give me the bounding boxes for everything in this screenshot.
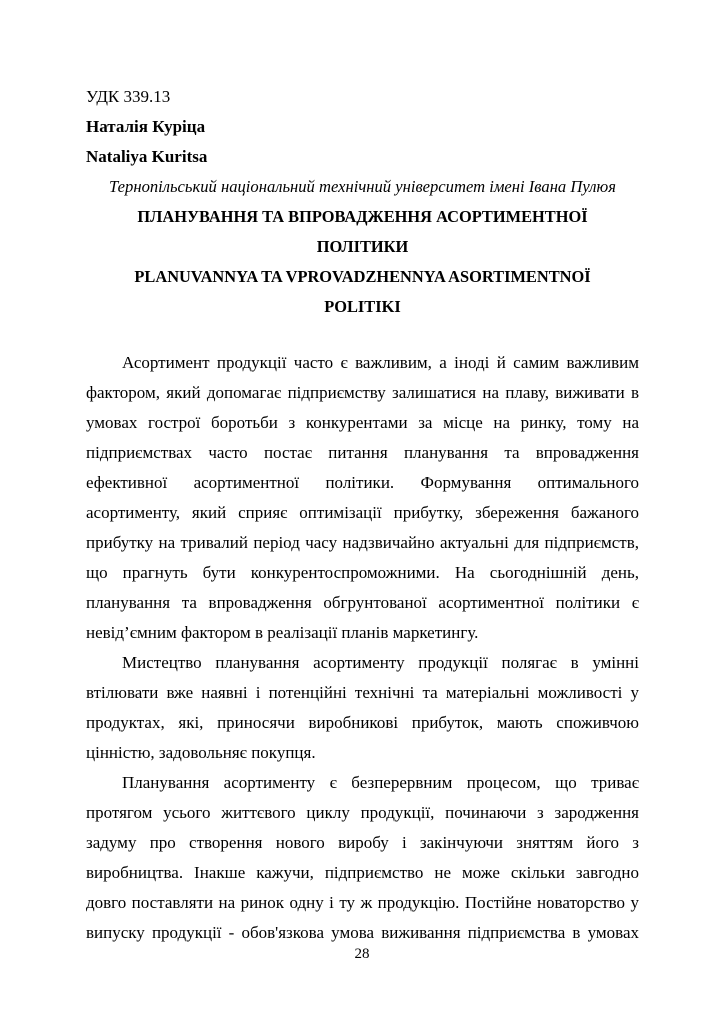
paragraph-line: втілювати вже наявні і потенційні технічні та матеріальні можливості у: [86, 683, 639, 702]
paragraph-line: асортименту, який сприяє оптимізації прибутку, збереження бажаного: [86, 503, 639, 522]
document-page: [86, 82, 639, 948]
paragraph-line: підприємствах часто постає питання планування та впровадження: [86, 443, 639, 462]
paragraph-line: довго поставляти на ринок одну і ту ж продукцію. Постійне новаторство у: [86, 893, 639, 912]
paragraph-line: виробництва. Інакше кажучи, підприємство не може скільки завгодно: [86, 863, 639, 882]
paragraph-1: [86, 348, 639, 648]
paragraph-3: [86, 768, 639, 948]
paragraph-2: [86, 648, 639, 768]
paragraph-line: Асортимент продукції часто є важливим, а іноді й самим важливим: [122, 353, 639, 372]
paragraph-line: задуму про створення нового виробу і закінчуючи зняттям його з: [86, 833, 639, 852]
title-en-line-2: POLITIKI: [324, 297, 401, 316]
udk-code: УДК 339.13: [86, 87, 171, 106]
paragraph-line: Мистецтво планування асортименту продукції полягає в умінні: [122, 653, 639, 672]
paragraph-line: що прагнуть бути конкурентоспроможними. На сьогоднішній день,: [86, 563, 639, 582]
affiliation: Тернопільський національний технічний університет імені Івана Пулюя: [109, 177, 616, 196]
author-name-en: Nataliya Kuritsa: [86, 147, 208, 166]
spacer: [86, 322, 639, 348]
paragraph-line: планування та впровадження обгрунтованої асортиментної політики є: [86, 593, 639, 612]
paragraph-line: цінністю, задовольняє покупця.: [86, 743, 316, 762]
paragraph-line: невід’ємним фактором в реалізації планів маркетингу.: [86, 623, 479, 642]
title-uk-line-2: ПОЛІТИКИ: [316, 237, 409, 256]
paragraph-line: прибутку на тривалий період часу надзвичайно актуальні для підприємств,: [86, 533, 639, 552]
paragraph-line: випуску продукції - обов'язкова умова виживання підприємства в умовах: [86, 923, 639, 942]
page-number: 28: [354, 946, 370, 962]
paragraph-line: протягом усього життєвого циклу продукції, починаючи з зародження: [86, 803, 639, 822]
paragraph-line: продуктах, які, приносячи виробникові прибуток, мають споживчою: [86, 713, 639, 732]
body-text: [86, 348, 639, 948]
title-uk-line-1: ПЛАНУВАННЯ ТА ВПРОВАДЖЕННЯ АСОРТИМЕНТНОЇ: [137, 207, 588, 226]
paragraph-line: ефективної асортиментної політики. Формування оптимального: [86, 473, 639, 492]
author-name-uk: Наталія Куріца: [86, 117, 206, 136]
title-en-line-1: PLANUVANNYA TA VPROVADZHENNYA ASORTIMENTNOЇ: [134, 267, 591, 286]
paragraph-line: умовах гострої боротьби з конкурентами за місце на ринку, тому на: [86, 413, 639, 432]
paragraph-line: Планування асортименту є безперервним процесом, що триває: [122, 773, 639, 792]
paragraph-line: фактором, який допомагає підприємству залишатися на плаву, виживати в: [86, 383, 639, 402]
